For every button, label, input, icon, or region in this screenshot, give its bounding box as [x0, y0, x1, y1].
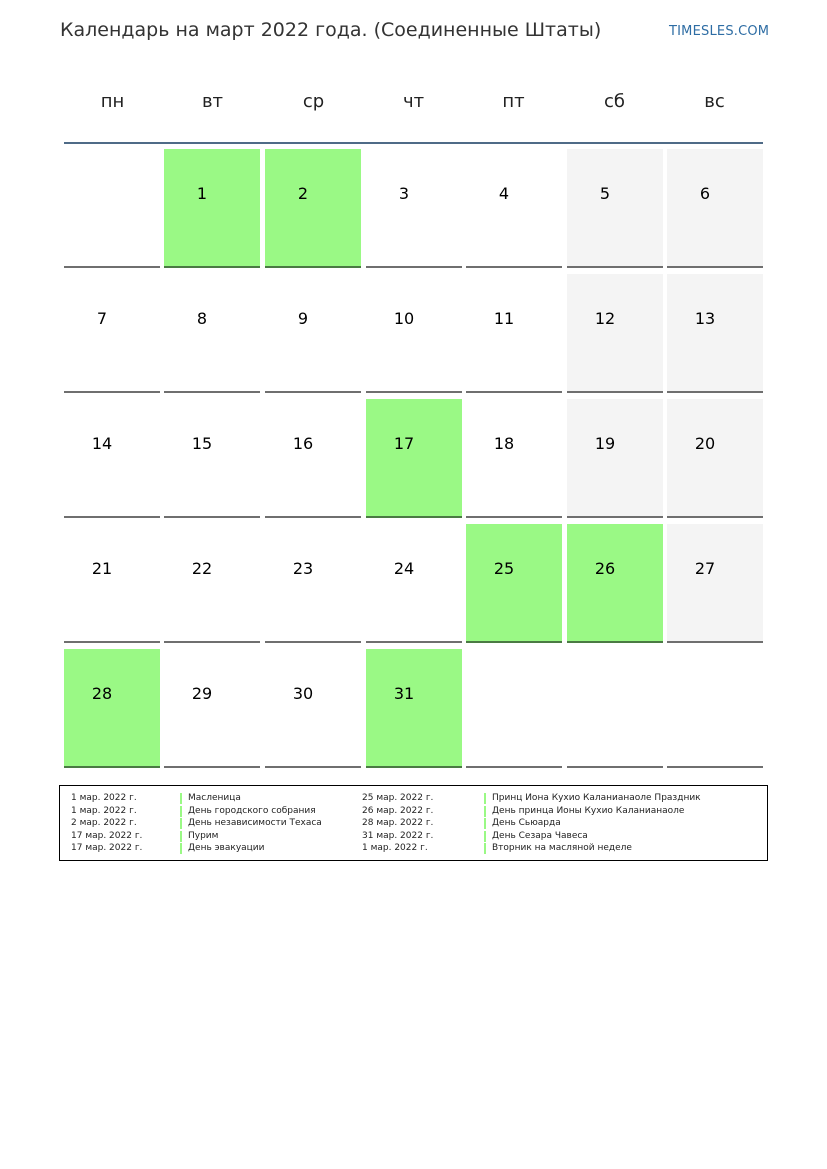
- legend-holiday-name: Пурим: [188, 830, 219, 841]
- day-cell[interactable]: [567, 149, 663, 268]
- legend-holiday-name: День городского собрания: [188, 805, 316, 816]
- day-number: 22: [191, 559, 213, 578]
- brand-link[interactable]: TIMESLES.COM: [669, 24, 770, 39]
- day-number: 25: [493, 559, 515, 578]
- legend-date: 26 мар. 2022 г.: [362, 805, 434, 816]
- day-number: 30: [292, 684, 314, 703]
- day-number: 24: [393, 559, 415, 578]
- day-cell[interactable]: [567, 274, 663, 393]
- day-cell[interactable]: [164, 649, 260, 768]
- weekday-mon: пн: [100, 91, 125, 112]
- legend-color-marker: [180, 831, 182, 842]
- day-number: 4: [498, 184, 510, 203]
- day-cell[interactable]: [667, 274, 763, 393]
- day-cell[interactable]: [366, 399, 462, 518]
- empty-day-cell: [64, 149, 160, 268]
- day-number: 29: [191, 684, 213, 703]
- day-number: 11: [493, 309, 515, 328]
- day-number: 2: [297, 184, 309, 203]
- legend-holiday-name: Масленица: [188, 793, 241, 803]
- day-number: 26: [594, 559, 616, 578]
- day-cell[interactable]: [265, 399, 361, 518]
- weekday-wed: ср: [302, 91, 325, 112]
- day-cell[interactable]: [64, 399, 160, 518]
- legend-date: 28 мар. 2022 г.: [362, 818, 434, 828]
- legend-holiday-name: День эвакуации: [188, 843, 265, 853]
- legend-date: 17 мар. 2022 г.: [71, 830, 143, 841]
- legend-date: 2 мар. 2022 г.: [71, 818, 137, 828]
- day-number: 21: [91, 559, 113, 578]
- day-cell[interactable]: [667, 149, 763, 268]
- legend-holiday-name: Вторник на масляной неделе: [492, 843, 632, 853]
- day-number: 9: [297, 309, 309, 328]
- legend-holiday-name: День Сьюарда: [492, 818, 561, 828]
- day-cell[interactable]: [366, 649, 462, 768]
- day-cell[interactable]: [466, 399, 562, 518]
- day-number: 5: [599, 184, 611, 203]
- day-number: 13: [694, 309, 716, 328]
- legend-color-marker: [180, 793, 182, 804]
- day-cell[interactable]: [164, 524, 260, 643]
- header-divider: [64, 142, 763, 144]
- day-cell[interactable]: [667, 524, 763, 643]
- legend-holiday-name: День принца Ионы Кухио Каланианаоле: [492, 805, 685, 816]
- day-number: 10: [393, 309, 415, 328]
- day-cell[interactable]: [164, 149, 260, 268]
- weekday-thu: чт: [402, 91, 425, 112]
- legend-holiday-name: День независимости Техаса: [188, 818, 322, 828]
- day-number: 1: [196, 184, 208, 203]
- weekday-sun: вс: [704, 91, 725, 112]
- day-number: 28: [91, 684, 113, 703]
- day-number: 23: [292, 559, 314, 578]
- day-number: 15: [191, 434, 213, 453]
- day-cell[interactable]: [265, 649, 361, 768]
- day-cell[interactable]: [64, 524, 160, 643]
- holiday-legend: [59, 785, 768, 861]
- legend-date: 17 мар. 2022 г.: [71, 843, 143, 853]
- day-cell[interactable]: [366, 274, 462, 393]
- day-cell[interactable]: [64, 649, 160, 768]
- empty-day-cell: [466, 649, 562, 768]
- day-number: 7: [96, 309, 108, 328]
- day-number: 18: [493, 434, 515, 453]
- day-cell[interactable]: [265, 149, 361, 268]
- weekday-tue: вт: [201, 91, 224, 112]
- day-cell[interactable]: [366, 524, 462, 643]
- empty-day-cell: [567, 649, 663, 768]
- day-cell[interactable]: [466, 524, 562, 643]
- day-number: 16: [292, 434, 314, 453]
- day-number: 19: [594, 434, 616, 453]
- day-cell[interactable]: [466, 274, 562, 393]
- day-number: 12: [594, 309, 616, 328]
- legend-color-marker: [484, 806, 486, 817]
- legend-date: 31 мар. 2022 г.: [362, 830, 434, 841]
- day-number: 8: [196, 309, 208, 328]
- legend-color-marker: [484, 843, 486, 854]
- legend-color-marker: [180, 843, 182, 854]
- day-number: 20: [694, 434, 716, 453]
- legend-date: 1 мар. 2022 г.: [362, 843, 428, 853]
- day-number: 6: [699, 184, 711, 203]
- day-cell[interactable]: [164, 399, 260, 518]
- day-number: 3: [398, 184, 410, 203]
- day-number: 17: [393, 434, 415, 453]
- day-cell[interactable]: [64, 274, 160, 393]
- day-number: 31: [393, 684, 415, 703]
- legend-date: 1 мар. 2022 г.: [71, 805, 137, 816]
- legend-color-marker: [484, 793, 486, 804]
- legend-color-marker: [484, 818, 486, 829]
- day-cell[interactable]: [265, 524, 361, 643]
- legend-holiday-name: Принц Иона Кухио Каланианаоле Праздник: [492, 793, 701, 803]
- legend-date: 25 мар. 2022 г.: [362, 793, 434, 803]
- day-cell[interactable]: [366, 149, 462, 268]
- legend-color-marker: [180, 818, 182, 829]
- day-cell[interactable]: [466, 149, 562, 268]
- weekday-sat: сб: [604, 91, 625, 112]
- weekday-fri: пт: [502, 91, 525, 112]
- empty-day-cell: [667, 649, 763, 768]
- day-number: 27: [694, 559, 716, 578]
- day-cell[interactable]: [164, 274, 260, 393]
- legend-color-marker: [180, 806, 182, 817]
- day-cell[interactable]: [567, 524, 663, 643]
- day-cell[interactable]: [567, 399, 663, 518]
- day-number: 14: [91, 434, 113, 453]
- day-cell[interactable]: [265, 274, 361, 393]
- page-title: Календарь на март 2022 года. (Соединенные Штаты): [60, 19, 602, 41]
- legend-holiday-name: День Сезара Чавеса: [492, 830, 588, 841]
- legend-date: 1 мар. 2022 г.: [71, 793, 137, 803]
- legend-color-marker: [484, 831, 486, 842]
- day-cell[interactable]: [667, 399, 763, 518]
